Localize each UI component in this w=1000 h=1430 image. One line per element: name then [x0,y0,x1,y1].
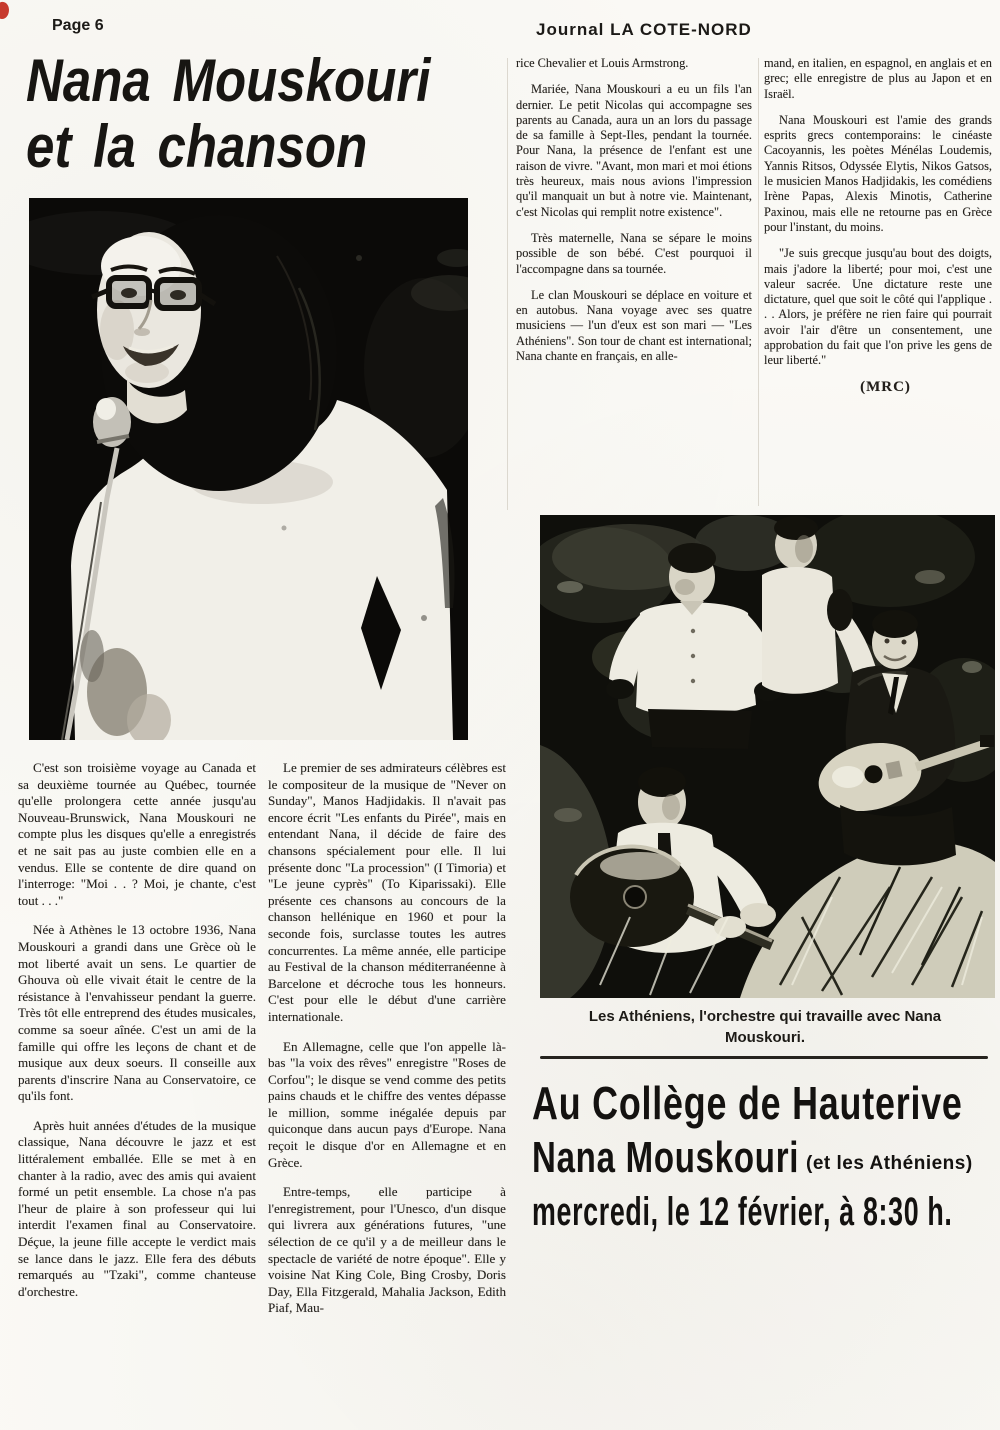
ad-venue-line: Au Collège de Hauterive [532,1077,963,1129]
ad-artist-name: Nana Mouskouri [532,1133,800,1182]
paragraph: "Je suis grecque jusqu'au bout des doigts, mais j'adore la liberté; pour moi, c'est une valeur sacrée. Une dictature reste une dictature, quel que soit le côté qui l'applique . . . Alors, je préfère ne rien faire qui pourrait avoir l'air d'être un consentement, une approbation du fait que l'on prive les gens de leur liberté." [764,246,992,368]
paragraph: Née à Athènes le 13 octobre 1936, Nana Mouskouri a grandi dans une Grèce où le mot liberté avait un sens. Le quartier de Ghouva où elle vivait était le centre de la résistance à l'envahisseur pendant la guerre. Très tôt elle entreprend des études musicales, comme sa soeur aînée. C'est un ami de la famille qui offre les leçons de chant et de musique aux deux soeurs. Il conseille aux parents d'inscrire Nana au Conservatoire, ce qu'ils font. [18,922,256,1104]
article-column-2 [268,760,506,1330]
paragraph: Le premier de ses admirateurs célèbres est le compositeur de la musique de "Never on Sunday", Manos Hadjidakis. Il n'avait pas encore écrit "Les enfants du Pirée", mais en entendant Nana, il décide de faire des chansons spécialement pour elle. Il lui présente donc "La procession" (I Timoria) et "Le jeune cyprès" (To Kiparissaki). Elle présente ces chansons au concours de la chanson hellénique en 1960 et pour la seconde fois, surclasse toutes les autres concurrentes. La même année, elle participe au Festival de la chanson méditerranéenne à Barcelone et décroche tous les honneurs. C'est pour elle le début d'une carrière internationale. [268,760,506,1024]
article-signature: (MRC) [860,378,911,395]
headline-line-2: et la chanson [26,113,368,180]
red-ink-mark [0,1,11,21]
paragraph: rice Chevalier et Louis Armstrong. [516,56,689,70]
journal-title: Journal LA COTE-NORD [536,20,752,39]
paragraph: C'est son troisième voyage au Canada et sa deuxième tournée au Québec, tournée qu'elle prolongera cette année jusqu'au Nouveau-Brunswick, Nana Mouskouri ne compte plus les disques qu'elle a enregistrés et ne sait pas au juste combien elle en a vendus. Elle se contente de dire quand on l'interroge: "Moi . . ? Moi, je chante, c'est tout . . ." [18,760,256,908]
paragraph: Le clan Mouskouri se déplace en voiture et en autobus. Nana voyage avec ses quatre musiciens — l'un d'eux est son mari — "Les Athéniens". Son tour de chant est international; Nana chante en français, en alle- [516,287,752,364]
article-headline [26,48,430,180]
paragraph: Très maternelle, Nana se sépare le moins possible de son bébé. C'est pourquoi il l'accompagne dans sa tournée. [516,230,752,276]
article-column-1 [18,760,256,1313]
article-column-4 [764,56,992,406]
paragraph: En Allemagne, celle que l'on appelle là-bas "la voix des rêves" enregistre "Roses de Corfou"; le disque se vend comme des petits pains chauds et le chiffre des ventes dépasse le million, somme inégalée depuis par quiconque dans aucun pays d'Europe. Nana reçoit le disque d'or en Allemagne et en Grèce. [268,1038,506,1170]
paragraph: mand, en italien, en espagnol, en anglais et en grec; elle enregistre de plus au Japon et en Israël. [764,56,992,101]
paragraph: Après huit années d'études de la musique classique, Nana découvre le jazz et est littéralement emballée. Elle se met à en chanter à la radio, avec des amis qui avaient formé un petit ensemble. La chose n'a pas l'heur de plaire à son professeur qui lui interdit l'examen final au Conservatoire. Déçue, la jeune fille accepte le verdict mais se lance dans le jazz. Elle fera des débuts remarqués au "Tzaki", comme chanteuse d'orchestre. [18,1117,256,1299]
band-photo [540,515,995,998]
column-rule [758,58,759,506]
section-divider [540,1056,988,1059]
paragraph: Mariée, Nana Mouskouri a eu un fils l'an dernier. Le petit Nicolas qui accompagne ses parents au Canada, aura un an lors du passage de sa famille à Sept-Iles, pendant la tournée. Pour Nana, la présence de l'enfant est une raison de vivre. "Avant, mon mari et moi étions très heureux, mais nous avions l'impression qu'il manquait un but à notre vie. Maintenant, c'est Nicolas qui remplit notre existence". [516,82,752,219]
article-column-3 [516,56,752,375]
headline-line-1: Nana Mouskouri [26,47,431,114]
band-photo-caption: Les Athéniens, l'orchestre qui travaille avec Nana Mouskouri. [588,1008,942,1046]
ad-date-line: mercredi, le 12 février, à 8:30 h. [532,1190,953,1234]
nana-mouskouri-photo [29,198,468,740]
column-rule [507,58,508,510]
paragraph: Nana Mouskouri est l'amie des grands esprits grecs contemporains: le cinéaste Cacoyannis, les poètes Ménélas Loudemis, Yannis Ritsos, Odyssée Elytis, Nikos Gatsos, le musicien Manos Hadjidakis, les comédiens Irène Papas, Alexis Minotis, Catherine Paxinou, mais elle ne retourne pas en Grèce pour l'instant, du moins. [764,112,992,234]
page-number-label: Page 6 [52,17,104,34]
paragraph: Entre-temps, elle participe à l'enregistrement, pour l'Unesco, d'un disque qui livrera aux générations futures, "une sélection de ce qu'il y a de meilleur dans le spectacle de variété de notre époque". Elle y voisine Nat King Cole, Bing Crosby, Doris Day, Ella Fitzgerald, Mahalia Jackson, Edith Piaf, Mau- [268,1184,506,1316]
ad-artist-sub: (et les Athéniens) [806,1153,973,1174]
